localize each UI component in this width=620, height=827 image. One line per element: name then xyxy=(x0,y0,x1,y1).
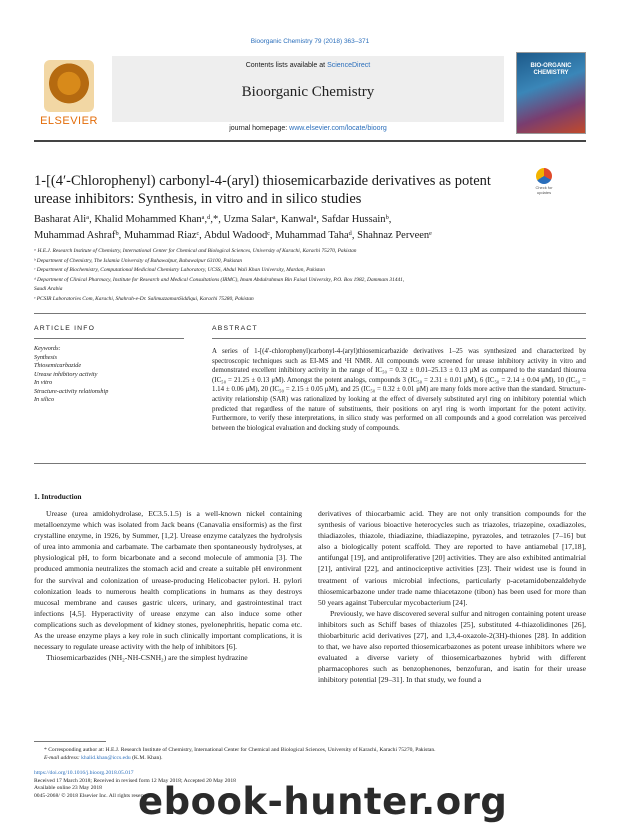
body-paragraph: Previously, we have discovered several sulfur and nitrogen containing potent urease inhibitors such as Schiff bases of thiazoles [25], substituted 4-thiazolidinones [26], thiobarbituric acid derivatives [27], and 1,3,4-oxazole-2(3H)-thiones [28]. In addition to that, we have also reported thiosemicarbazones as potent urease inhibitors where we evaluated a diverse variety of thiosemicarbazones hybrid with different pharmacophores such as benzophenones, benzofuran, and isatin for their urease inhibitory potential [29–31]. In that study, we found a xyxy=(318,608,586,685)
article-title: 1-[(4′-Chlorophenyl) carbonyl-4-(aryl) thiosemicarbazide derivatives as potent urease inhibitors: Synthesis, in vitro and in silico studies xyxy=(34,173,491,207)
body-column-left xyxy=(34,508,302,663)
article-info-heading: ARTICLE INFO xyxy=(34,325,96,332)
contents-prefix: Contents lists available at xyxy=(245,62,328,69)
homepage-line xyxy=(112,125,504,132)
journal-banner xyxy=(112,56,504,122)
journal-masthead xyxy=(34,52,586,138)
abstract-text: A series of 1-[(4′-chlorophenyl)carbonyl-4-(aryl)thiosemicarbazide derivatives 1–25 was synthesized and characterized by spectroscopic techniques such as EI-MS and ¹H NMR. All compounds were screened for urease inhibitory activity in vitro and demonstrated excellent inhibitory activity in the range of IC₅₀ = 0.32 ± 0.01–25.13 ± 0.13 μM as compared to the standard thiourea (IC₅₀ = 21.25 ± 0.13 μM). Amongst the potent analogs, compounds 3 (IC₅₀ = 2.31 ± 0.01 μM), 6 (IC₅₀ = 2.14 ± 0.04 μM), 10 (IC₅₀ = 1.14 ± 0.06 μM), 20 (IC₅₀ = 2.15 ± 0.05 μM), and 25 (IC₅₀ = 0.32 ± 0.01 μM) are many folds more active than the standard. Structure-activity relationship (SAR) was rationalized by looking at the effect of diversely substituted aryl ring on inhibitory potential which predicted that regardless of the nature of substituents, their positions on aryl ring is worth important for the potent activity. Furthermore, to verify these interpretations, in silico study was performed on all compounds and a good correlation was perceived between the biological evaluation and docking study of compounds. xyxy=(212,348,586,432)
keyword-item: In vitro xyxy=(34,379,53,386)
check-updates-icon xyxy=(536,168,552,184)
affiliation-list xyxy=(34,247,586,304)
abstract-heading: ABSTRACT xyxy=(212,325,258,332)
affiliation-divider xyxy=(34,313,586,314)
journal-citation[interactable]: Bioorganic Chemistry 79 (2018) 363–371 xyxy=(250,38,370,45)
check-updates-button[interactable] xyxy=(530,168,558,200)
elsevier-tree-icon xyxy=(44,60,94,112)
article-info-rule xyxy=(34,338,184,339)
check-updates-label: Check for updates xyxy=(535,185,553,195)
keyword-item: Synthesis xyxy=(34,353,58,361)
email-link[interactable]: khalid.khan@iccs.edu xyxy=(81,755,131,761)
journal-cover[interactable] xyxy=(516,52,586,134)
keyword-item: In silico xyxy=(34,396,55,403)
homepage-link[interactable]: www.elsevier.com/locate/bioorg xyxy=(289,125,387,132)
author-list xyxy=(34,212,586,244)
keyword-item: Urease inhibitory activity xyxy=(34,370,98,378)
sciencedirect-link[interactable]: ScienceDirect xyxy=(327,62,371,69)
header-divider xyxy=(34,140,586,142)
abstract-bottom-rule xyxy=(34,463,586,464)
body-paragraph: Thiosemicarbazides (NH₂-NH-CSNH₂) are the simplest hydrazine xyxy=(46,653,248,663)
authors-line-1[interactable]: Basharat Aliᵃ, Khalid Mohammed Khanᵃ,ᵈ,*, Uzma Salarᵃ, Kanwalᵃ, Safdar Hussainᵇ, xyxy=(34,214,392,225)
email-label: E-mail address: xyxy=(44,755,82,761)
corresponding-author-note: * Corresponding author at: H.E.J. Research Institute of Chemistry, International Center for Chemical and Biological Sciences, University of Karachi, Karachi 75270, Pakistan. xyxy=(44,747,436,753)
elsevier-logo[interactable] xyxy=(34,60,104,132)
affiliation: ᵉ PCSIR Laboratories Com, Karachi, Shahrah-e-Dr. SalimuzzamanSiddiqui, Karachi 75280, Pakistan xyxy=(34,295,254,302)
doi-link[interactable]: https://doi.org/10.1016/j.bioorg.2018.05.017 xyxy=(34,770,134,776)
email-note xyxy=(34,754,586,762)
copyright-line: 0045-2068/ © 2018 Elsevier Inc. All rights reserved. xyxy=(34,792,152,799)
introduction-heading: 1. Introduction xyxy=(34,492,82,501)
cover-title: BIO-ORGANIC CHEMISTRY xyxy=(530,63,572,76)
received-dates: Received 17 March 2018; Received in revised form 12 May 2018; Accepted 20 May 2018 xyxy=(34,777,236,784)
journal-name: Bioorganic Chemistry xyxy=(241,84,375,100)
authors-line-2[interactable]: Muhammad Ashrafᵇ, Muhammad Riazᶜ, Abdul Wadoodᶜ, Muhammad Tahaᵈ, Shahnaz Perveenᵉ xyxy=(34,230,432,241)
affiliation: ᵃ H.E.J. Research Institute of Chemistry, International Center for Chemical and Biological Sciences, University of Karachi, Karachi 75270, Pakistan xyxy=(34,248,357,254)
footnote-divider xyxy=(34,741,106,742)
contents-line xyxy=(112,62,504,69)
abstract-rule xyxy=(212,338,586,339)
body-column-right xyxy=(318,508,586,686)
footnotes xyxy=(34,746,586,762)
email-suffix: (K.M. Khan). xyxy=(130,755,163,761)
homepage-prefix: journal homepage: xyxy=(229,125,290,132)
online-date: Available online 23 May 2018 xyxy=(34,785,102,792)
body-paragraph: Urease (urea amidohydrolase, EC3.5.1.5) is a well-known nickel containing metalloenzyme which was isolated from Jack beans (Canavalia ensiformis) as the first crystalline enzyme, in 1926, by Summer, [1,2]. Urease enzyme catalyzes the hydrolysis of urea into ammonia and carbamate. The carbamate then spontaneously hydrolyses, at physiological pH, to form bicarbonate and a second molecule of ammonia [3]. The produced ammonia neutralizes the stomach acid and create a suitable pH environment for the survival and colonization of urease-producing Helicobacter pylori. H. pylori colonization leads to numerous health complications in humans as they destroys mucosal membrane and causes gastric ulcers, urinary, and gastrointestinal tract infections [4,5]. Hyperactivity of urease enzyme can also induce some other complications such as development of kidney stones, pyelonephritis, hepatic coma etc. As the urease enzyme plays a key role in such clinically important complications, it is necessary to regulate urease activity with the help of inhibitors [6]. xyxy=(34,509,302,652)
affiliation: ᵈ Department of Clinical Pharmacy, Institute for Research and Medical Consultations (IRMC), Imam Abdulrahman Bin Faisal University, P.O. Box 1982, Dammam 31441, xyxy=(34,276,405,283)
keyword-item: Thiosemicarbazide xyxy=(34,362,82,369)
keywords-block xyxy=(34,345,184,405)
keyword-item: Structure-activity relationship xyxy=(34,387,109,395)
affiliation: ᵇ Department of Chemistry, The Islamia University of Bahawalpur, Bahawalpur 63100, Pakistan xyxy=(34,257,243,264)
affiliation: Saudi Arabia xyxy=(34,286,63,292)
watermark-text: ebook-hunter.org xyxy=(138,780,508,823)
keywords-label: Keywords: xyxy=(34,345,61,352)
body-paragraph: derivatives of thiocarbamic acid. They are not only transition compounds for the synthesis of various bioactive heterocycles such as triazoles, triazepine, oxadiazoles, thiadiazoles, thiazole, thiadiazine, thiadiazepine, pyrazoles, and tetrazoles [7–16] but also a biologically potent scaffold. They are reported to have antiamebal [17,18], antifungal [19], and antiproliferative [20] activities. They are also exhibited antimalrial [21], antiviral [22], and antinociceptive activities [23]. Their widest use is found in treatment of various microbial infections, particularly p-acetamidobenzaldehyde thiosemicarbazone under trade name thiacetazone (tibon) has been used for more than 50 years against Tubercular mycobacterium [24]. xyxy=(318,509,586,607)
elsevier-wordmark: ELSEVIER xyxy=(40,115,98,127)
affiliation: ᶜ Department of Biochemistry, Computational Medicinal Chemistry Laboratory, UCSS, Abdul Wali Khan University, Mardan, Pakistan xyxy=(34,267,325,273)
